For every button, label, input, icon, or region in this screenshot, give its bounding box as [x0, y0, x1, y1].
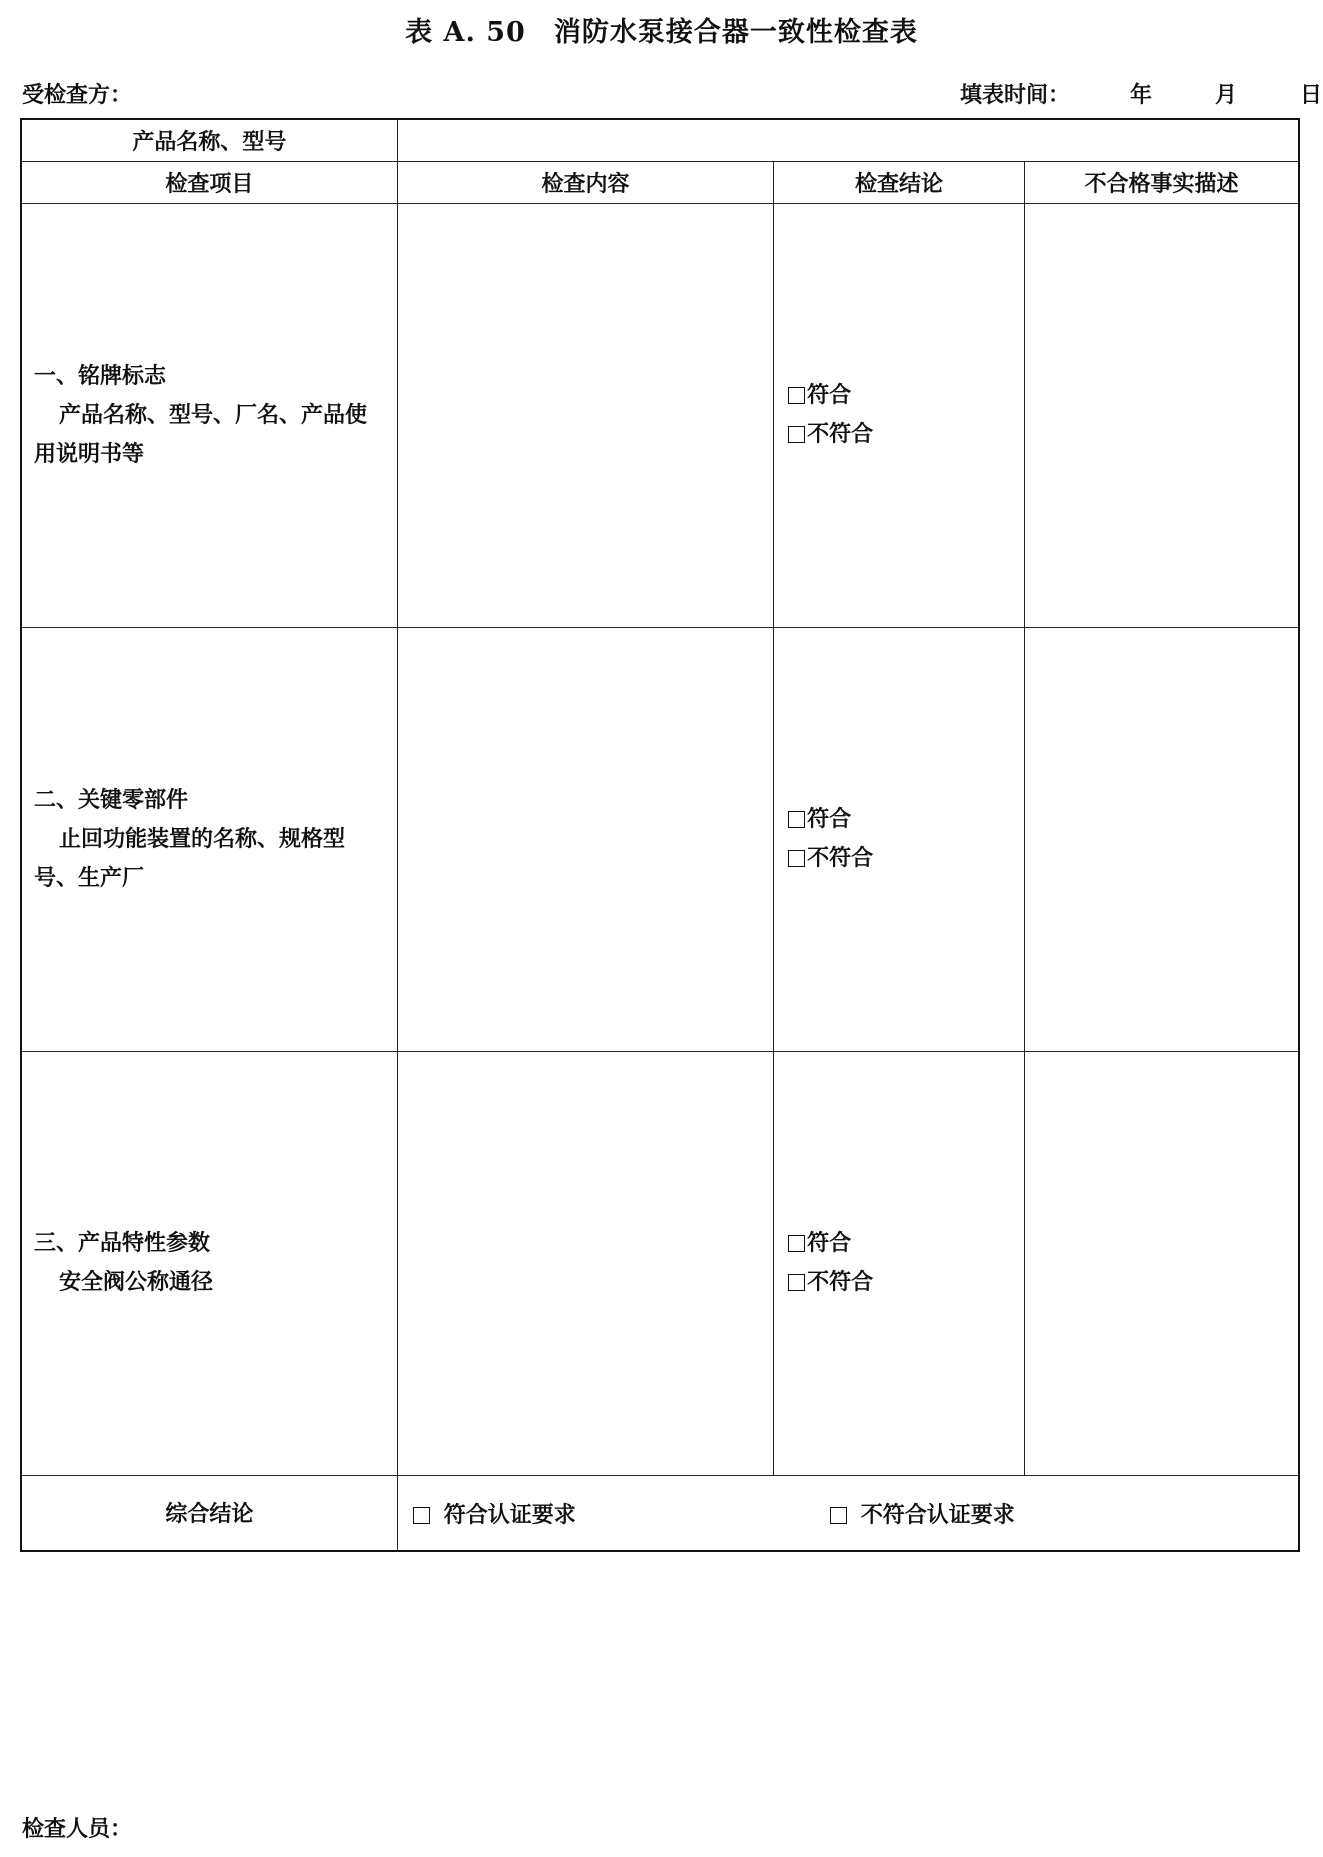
item-detail: 止回功能装置的名称、规格型号、生产厂 — [34, 826, 346, 891]
item-heading: 一、铭牌标志 — [34, 363, 167, 389]
product-value-field[interactable] — [397, 119, 1299, 161]
summary-options-cell — [397, 1475, 1299, 1551]
nonconformity-description-field[interactable] — [1024, 1051, 1299, 1475]
content-field[interactable] — [397, 627, 773, 1051]
nonconform-label: 不符合 — [807, 1270, 874, 1295]
content-field[interactable] — [397, 203, 773, 627]
conform-option[interactable] — [788, 1224, 1024, 1263]
summary-conform-option[interactable] — [413, 1498, 576, 1529]
table-title: 消防水泵接合器一致性检查表 — [553, 17, 918, 48]
nonconform-option[interactable] — [788, 415, 1024, 454]
checkbox-icon[interactable] — [788, 1235, 805, 1252]
nonconformity-description-field[interactable] — [1024, 627, 1299, 1051]
nonconform-label: 不符合 — [807, 846, 874, 871]
conform-label: 符合 — [807, 383, 852, 408]
header-content: 检查内容 — [397, 161, 773, 203]
item-heading: 二、关键零部件 — [34, 787, 189, 813]
header-item: 检查项目 — [21, 161, 397, 203]
item-cell — [21, 627, 397, 1051]
checkbox-icon[interactable] — [788, 1274, 805, 1291]
checkbox-icon[interactable] — [788, 811, 805, 828]
item-detail: 产品名称、型号、厂名、产品使用说明书等 — [34, 402, 368, 467]
inspector-label: 检查人员： — [22, 1817, 133, 1842]
summary-nonconform-label: 不符合认证要求 — [860, 1502, 1015, 1528]
nonconform-option[interactable] — [788, 839, 1024, 878]
product-row — [21, 119, 1299, 161]
inspection-table — [20, 118, 1300, 1552]
page-title — [0, 10, 1323, 49]
item-cell — [21, 203, 397, 627]
table-row — [21, 203, 1299, 627]
summary-row — [21, 1475, 1299, 1551]
conform-option[interactable] — [788, 800, 1024, 839]
product-label: 产品名称、型号 — [21, 119, 397, 161]
table-code: 表 A. 50 — [405, 17, 526, 48]
inspected-party-label: 受检查方： — [22, 83, 133, 108]
conclusion-cell — [774, 1051, 1025, 1475]
conclusion-cell — [774, 627, 1025, 1051]
item-heading: 三、产品特性参数 — [34, 1231, 211, 1256]
conform-option[interactable] — [788, 376, 1024, 415]
checkbox-icon[interactable] — [788, 426, 805, 443]
conform-label: 符合 — [807, 1231, 852, 1256]
year-label: 年 — [1130, 83, 1153, 108]
summary-nonconform-option[interactable] — [830, 1498, 1015, 1529]
conform-label: 符合 — [807, 807, 852, 832]
checkbox-icon[interactable] — [830, 1507, 847, 1524]
checkbox-icon[interactable] — [788, 387, 805, 404]
conclusion-cell — [774, 203, 1025, 627]
nonconform-option[interactable] — [788, 1263, 1024, 1302]
checkbox-icon[interactable] — [413, 1507, 430, 1524]
item-cell — [21, 1051, 397, 1475]
nonconformity-description-field[interactable] — [1024, 203, 1299, 627]
table-row — [21, 1051, 1299, 1475]
month-label: 月 — [1215, 83, 1238, 108]
checkbox-icon[interactable] — [788, 850, 805, 867]
day-label: 日 — [1300, 83, 1323, 108]
summary-conform-label: 符合认证要求 — [443, 1502, 576, 1528]
item-detail: 安全阀公称通径 — [59, 1270, 214, 1295]
nonconform-label: 不符合 — [807, 422, 874, 447]
header-conclusion: 检查结论 — [774, 161, 1025, 203]
table-row — [21, 627, 1299, 1051]
header-nonconformity: 不合格事实描述 — [1024, 161, 1299, 203]
fill-time-label: 填表时间： — [960, 83, 1071, 108]
header-row — [21, 161, 1299, 203]
summary-label: 综合结论 — [21, 1475, 397, 1551]
content-field[interactable] — [397, 1051, 773, 1475]
fill-time — [960, 78, 1322, 109]
